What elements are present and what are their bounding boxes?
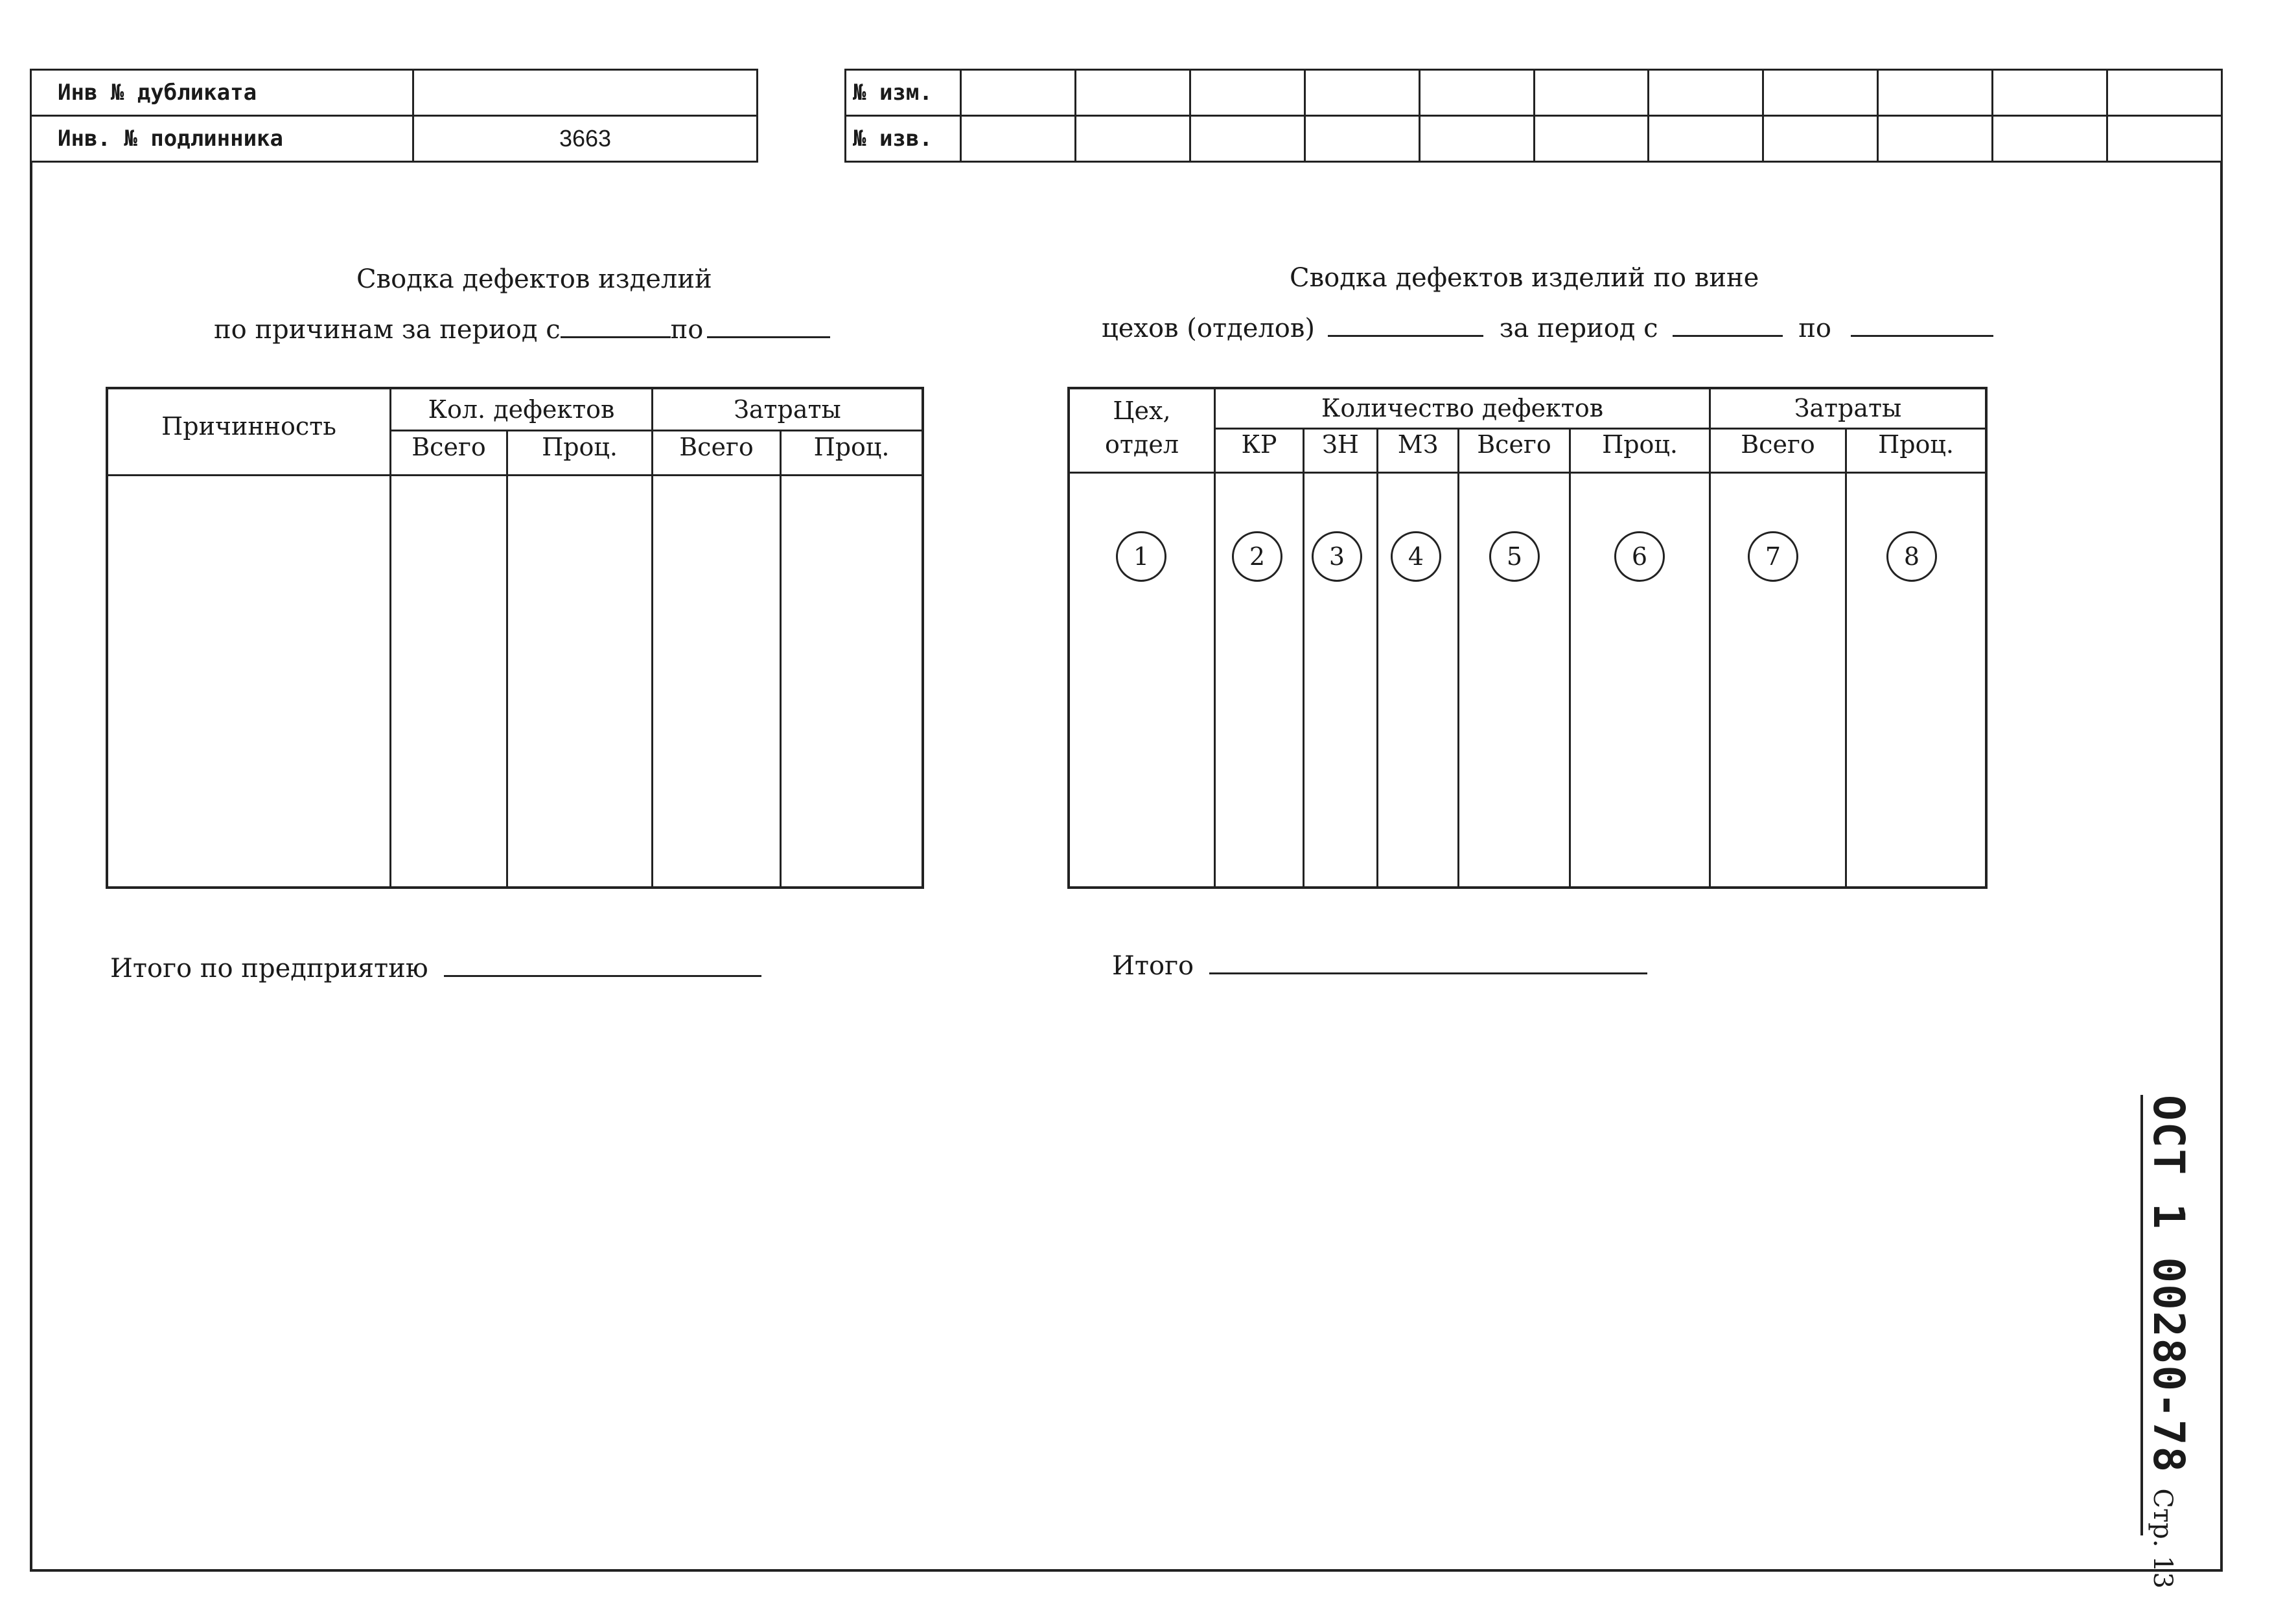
right-sub-total-cost: Всего [1741,430,1815,459]
change-cell [961,70,1076,116]
change-stamp [844,69,2223,163]
duplicate-inv-value [413,70,758,116]
left-period-to-blank [707,336,830,338]
left-group-count: Кол. дефектов [428,395,615,424]
change-cell [1878,70,1993,116]
notice-cell [1190,116,1305,162]
notice-cell [1763,116,1878,162]
notice-no-label: № изв. [846,116,961,162]
column-marker: 3 [1312,531,1362,582]
original-inv-label: Инв. № подлинника [31,116,413,162]
column-marker: 1 [1116,531,1166,582]
right-total-label: Итого [1112,951,1194,981]
column-marker: 6 [1614,531,1665,582]
right-total-row [1112,951,1647,981]
right-period-to-label: по [1798,314,1832,343]
left-total-label: Итого по предприятию [110,954,428,983]
inventory-stamp [30,69,758,163]
right-total-blank [1209,972,1647,974]
column-marker: 2 [1232,531,1282,582]
change-cell [1649,70,1763,116]
left-sub-pct-count: Проц. [542,433,618,461]
change-cell [1190,70,1305,116]
right-sub-pct-count: Проц. [1602,430,1678,459]
right-group-cost: Затраты [1794,394,1902,422]
side-label-rule [2140,1095,2143,1535]
change-cell [1305,70,1419,116]
notice-cell [1305,116,1419,162]
left-total-row [110,954,761,983]
notice-cell [1534,116,1649,162]
right-col-shop-line1: Цех, [1113,396,1171,425]
left-total-blank [444,975,761,977]
right-sub-mz: МЗ [1397,430,1439,459]
column-marker: 5 [1489,531,1540,582]
column-marker: 8 [1886,531,1937,582]
left-sub-total-count: Всего [412,433,486,461]
notice-cell [961,116,1076,162]
left-title: Сводка дефектов изделий [356,264,712,294]
left-period-from-label: по причинам за период с [214,315,561,345]
column-marker: 7 [1748,531,1798,582]
left-subtitle [214,315,830,345]
right-title: Сводка дефектов изделий по вине [1290,263,1759,293]
left-sub-pct-cost: Проц. [813,433,890,461]
notice-cell [1419,116,1534,162]
left-period-from-blank [561,336,671,338]
right-subtitle [1102,314,1993,343]
notice-cell [1075,116,1190,162]
standard-side-label [2144,1095,2194,1589]
standard-number: ОСТ 1 00280-78 [2144,1095,2194,1474]
notice-cell [1649,116,1763,162]
right-sub-total-count: Всего [1477,430,1551,459]
change-no-label: № изм. [846,70,961,116]
duplicate-inv-label: Инв № дубликата [31,70,413,116]
right-period-from-label: за период с [1499,314,1658,343]
notice-cell [1878,116,1993,162]
change-cell [1993,70,2107,116]
notice-cell [2107,116,2222,162]
page-number: Стр. 13 [2148,1488,2177,1589]
left-col-reason: Причинность [161,412,336,441]
notice-cell [1993,116,2107,162]
original-inv-value: 3663 [413,116,758,162]
right-col-shop-line2: отдел [1105,430,1179,459]
change-cell [1763,70,1878,116]
change-cell [2107,70,2222,116]
right-period-from-blank [1673,335,1783,337]
change-cell [1534,70,1649,116]
column-marker: 4 [1391,531,1441,582]
right-sub-kr: КР [1241,430,1277,459]
page-frame [30,161,2223,1572]
right-shops-label: цехов (отделов) [1102,314,1316,343]
left-group-cost: Затраты [734,395,841,424]
change-cell [1075,70,1190,116]
right-sub-pct-cost: Проц. [1878,430,1954,459]
left-period-to-label: по [670,315,704,345]
left-sub-total-cost: Всего [679,433,754,461]
right-period-to-blank [1851,335,1993,337]
right-sub-zn: ЗН [1322,430,1359,459]
right-group-count: Количество дефектов [1321,394,1604,422]
right-shops-blank [1328,335,1483,337]
change-cell [1419,70,1534,116]
